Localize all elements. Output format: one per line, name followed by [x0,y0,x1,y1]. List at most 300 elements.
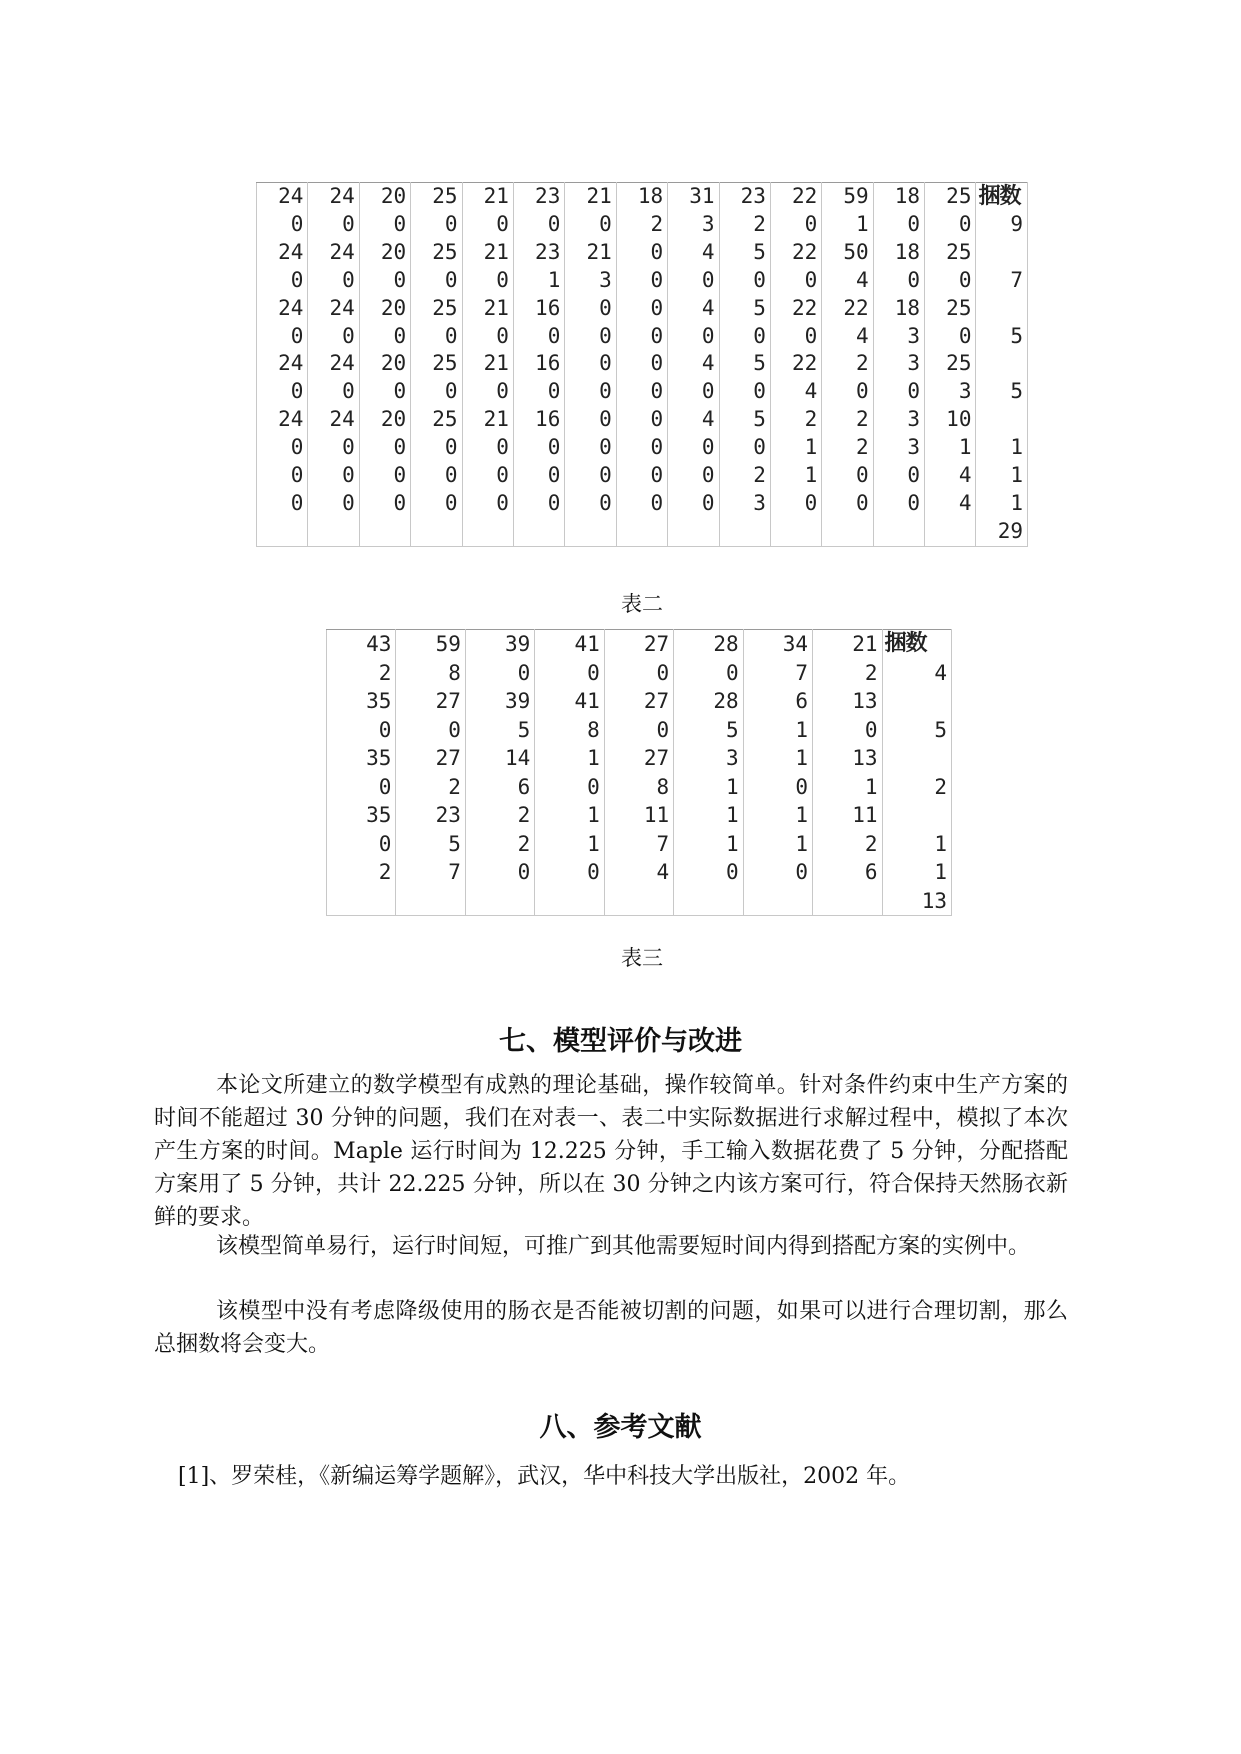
table-cell: 10 [925,406,976,434]
table-cell: 3 [873,323,924,351]
table-cell: 4 [822,267,873,295]
table-cell: 0 [411,434,462,462]
table-cell: 0 [822,490,873,518]
table-cell: 0 [604,716,673,745]
table-cell: 20 [359,239,410,267]
table-cell [976,239,1028,267]
table-cell [604,887,673,916]
table-cell: 25 [925,239,976,267]
table-cell: 0 [411,378,462,406]
table-cell: 0 [668,434,719,462]
table-cell: 9 [976,211,1028,239]
table-cell: 24 [308,239,359,267]
table-cell: 20 [359,295,410,323]
table-cell: 5 [465,716,534,745]
table-cell: 0 [743,858,812,887]
table-cell: 16 [513,350,564,378]
table-cell: 1 [813,773,882,802]
table-cell: 0 [465,858,534,887]
table-cell: 0 [308,211,359,239]
table-cell: 59 [396,630,465,659]
table-cell: 2 [813,659,882,688]
table-cell: 5 [976,323,1028,351]
table-row [257,518,1028,546]
table-cell: 0 [674,858,743,887]
table-3-caption: 表三 [621,946,663,970]
table-cell: 0 [411,211,462,239]
table-cell: 27 [604,687,673,716]
table-cell: 0 [616,434,667,462]
table-cell: 1 [976,490,1028,518]
table-cell: 1 [976,462,1028,490]
table-cell: 0 [411,323,462,351]
table-cell: 0 [359,462,410,490]
table-cell: 0 [257,323,308,351]
table-row [257,267,1028,295]
table-cell: 4 [925,490,976,518]
table-3 [326,629,952,916]
table-cell [535,887,604,916]
table-cell [565,518,616,546]
table-cell: 21 [462,406,513,434]
table-cell: 0 [359,211,410,239]
table-cell: 1 [674,830,743,859]
table-cell: 0 [513,323,564,351]
table-cell: 0 [719,323,770,351]
table-cell: 0 [668,462,719,490]
table-cell: 41 [535,630,604,659]
table-cell: 25 [925,350,976,378]
table-cell: 7 [396,858,465,887]
table-cell [813,887,882,916]
table-cell: 4 [668,239,719,267]
table-cell: 0 [668,490,719,518]
table-cell: 27 [604,630,673,659]
table-cell [882,801,952,830]
table-cell: 1 [976,434,1028,462]
table-cell: 5 [976,378,1028,406]
table-cell: 5 [719,350,770,378]
table-row [257,406,1028,434]
table-row [327,659,952,688]
table-cell: 0 [465,659,534,688]
table-cell: 0 [925,323,976,351]
table-cell [257,518,308,546]
table-cell: 22 [770,183,821,211]
table-cell: 4 [822,323,873,351]
section-7-paragraph: 本论文所建立的数学模型有成熟的理论基础，操作较简单。针对条件约束中生产方案的时间不能超过 30 分钟的问题，我们在对表一、表二中实际数据进行求解过程中，模拟了本次产生方案的时间。Maple 运行时间为 12.225 分钟，手工输入数据花费了 5 分钟，分配搭配方案用了 5 分钟，共计 22.225 分钟，所以在 30 分钟之内该方案可行，符合保持天然肠衣新鲜的要求。 [154,1073,1068,1230]
table-cell: 24 [257,406,308,434]
table-cell: 1 [743,830,812,859]
reference-item: [1]、罗荣桂，《新编运筹学题解》，武汉，华中科技大学出版社，2002 年。 [178,1464,911,1489]
table-cell: 0 [873,462,924,490]
table-cell: 27 [396,687,465,716]
table-cell: 25 [411,239,462,267]
table-cell: 5 [719,295,770,323]
table-cell: 1 [535,744,604,773]
table-cell: 8 [535,716,604,745]
table-cell: 31 [668,183,719,211]
table-cell: 0 [719,378,770,406]
table-cell: 3 [565,267,616,295]
table-cell: 3 [873,406,924,434]
table-cell: 0 [873,378,924,406]
table-cell: 2 [465,801,534,830]
table-row [257,378,1028,406]
table-cell: 0 [604,659,673,688]
table-cell: 14 [465,744,534,773]
table-cell [616,518,667,546]
table-cell: 27 [604,744,673,773]
table-cell [976,350,1028,378]
table-cell: 0 [813,716,882,745]
table-row [257,183,1028,211]
table-cell: 2 [770,406,821,434]
table-cell: 0 [308,462,359,490]
table-cell [882,744,952,773]
table-cell: 24 [308,295,359,323]
table-cell [873,518,924,546]
table-cell [743,887,812,916]
table-cell: 0 [822,378,873,406]
table-row [257,350,1028,378]
table-cell: 0 [359,490,410,518]
table-cell: 0 [308,323,359,351]
table-cell: 21 [565,239,616,267]
table-cell: 0 [565,350,616,378]
table-cell: 0 [308,267,359,295]
table-row [327,630,952,659]
table-cell: 39 [465,630,534,659]
table-cell: 6 [743,687,812,716]
table-cell: 0 [396,716,465,745]
table-cell [668,518,719,546]
table-cell: 0 [359,323,410,351]
table-cell: 7 [743,659,812,688]
table-cell: 4 [668,406,719,434]
table-cell: 16 [513,295,564,323]
table-cell: 0 [359,434,410,462]
table-cell: 1 [674,773,743,802]
table-cell: 22 [822,295,873,323]
table-cell: 35 [327,687,396,716]
table-cell: 5 [674,716,743,745]
table-cell: 1 [882,858,952,887]
table-cell: 20 [359,183,410,211]
table-cell: 11 [604,801,673,830]
table-cell: 0 [257,211,308,239]
table-cell: 0 [462,434,513,462]
table-cell: 0 [770,267,821,295]
section-8-title: 八、参考文献 [539,1412,702,1443]
table-cell: 0 [873,267,924,295]
table-cell: 13 [813,687,882,716]
table-cell: 6 [465,773,534,802]
table-cell: 39 [465,687,534,716]
table-cell: 23 [513,183,564,211]
table-cell: 2 [719,462,770,490]
table-cell: 34 [743,630,812,659]
table-cell: 25 [411,406,462,434]
table-cell: 21 [813,630,882,659]
table-cell: 3 [668,211,719,239]
table-cell: 20 [359,350,410,378]
table-cell: 21 [462,239,513,267]
table-cell [925,518,976,546]
table-cell: 22 [770,239,821,267]
table-cell: 0 [327,830,396,859]
table-row [257,239,1028,267]
table-cell: 0 [873,211,924,239]
table-cell: 18 [873,295,924,323]
table-cell: 23 [513,239,564,267]
table-cell: 29 [976,518,1028,546]
table-cell: 0 [719,267,770,295]
table-cell: 25 [925,295,976,323]
table-cell: 0 [668,378,719,406]
table-cell: 6 [813,858,882,887]
table-cell [882,687,952,716]
table-cell: 0 [565,211,616,239]
table-cell: 8 [396,659,465,688]
table-cell [822,518,873,546]
table-cell: 0 [565,462,616,490]
table-cell: 0 [359,378,410,406]
table-cell: 25 [925,183,976,211]
table-cell: 0 [327,716,396,745]
table-cell: 24 [257,183,308,211]
table-row [257,490,1028,518]
table-cell: 3 [873,434,924,462]
table-cell [719,518,770,546]
table-cell [396,887,465,916]
table-cell: 0 [257,378,308,406]
table-cell [770,518,821,546]
table-cell: 23 [396,801,465,830]
table-cell: 27 [396,744,465,773]
table-cell: 0 [770,211,821,239]
table-cell: 0 [513,378,564,406]
table-cell: 0 [925,267,976,295]
table-row [327,744,952,773]
table-cell: 0 [668,323,719,351]
table-cell [462,518,513,546]
table-cell: 0 [411,267,462,295]
table-cell: 0 [616,295,667,323]
table-cell: 3 [925,378,976,406]
table-cell: 4 [882,659,952,688]
table-cell: 0 [462,378,513,406]
table-2 [256,182,1028,547]
table-cell: 18 [873,183,924,211]
table-cell: 捆数 [976,183,1028,211]
table-cell: 0 [513,490,564,518]
table-cell: 0 [616,462,667,490]
table-cell: 1 [743,716,812,745]
table-2-caption: 表二 [621,592,663,616]
table-cell [359,518,410,546]
table-cell: 1 [535,830,604,859]
table-cell [411,518,462,546]
table-cell: 1 [925,434,976,462]
table-cell [308,518,359,546]
table-cell [327,887,396,916]
table-cell: 5 [882,716,952,745]
table-cell: 35 [327,801,396,830]
section-7-paragraph: 该模型简单易行，运行时间短，可推广到其他需要短时间内得到搭配方案的实例中。 [216,1234,1031,1259]
table-row [327,887,952,916]
table-cell: 0 [616,350,667,378]
table-cell: 3 [674,744,743,773]
table-cell: 13 [882,887,952,916]
table-cell: 21 [462,183,513,211]
table-cell: 0 [411,462,462,490]
table-row [257,211,1028,239]
table-cell: 0 [462,323,513,351]
table-cell: 4 [668,295,719,323]
table-cell: 0 [257,490,308,518]
table-cell: 0 [411,490,462,518]
table-cell: 24 [308,406,359,434]
table-cell: 7 [976,267,1028,295]
table-cell: 2 [465,830,534,859]
table-row [257,295,1028,323]
table-cell: 0 [616,323,667,351]
table-cell: 8 [604,773,673,802]
table-cell: 0 [513,211,564,239]
table-cell [465,887,534,916]
table-cell: 0 [462,211,513,239]
table-cell: 0 [565,406,616,434]
table-cell: 21 [462,350,513,378]
table-row [327,687,952,716]
table-cell [976,295,1028,323]
table-cell: 2 [822,406,873,434]
table-cell: 35 [327,744,396,773]
table-cell: 0 [925,211,976,239]
table-cell: 21 [565,183,616,211]
table-cell: 0 [668,267,719,295]
table-row [327,830,952,859]
section-7-title: 七、模型评价与改进 [499,1026,742,1057]
table-cell: 24 [257,350,308,378]
table-cell: 24 [308,183,359,211]
table-cell: 2 [813,830,882,859]
table-cell: 25 [411,350,462,378]
table-cell: 3 [719,490,770,518]
table-cell: 0 [327,773,396,802]
table-cell: 5 [719,406,770,434]
table-cell: 2 [822,434,873,462]
table-cell: 0 [616,490,667,518]
table-cell: 捆数 [882,630,952,659]
table-cell: 24 [257,239,308,267]
table-cell: 0 [616,239,667,267]
table-cell: 18 [873,239,924,267]
table-cell: 2 [396,773,465,802]
table-cell: 0 [719,434,770,462]
table-cell: 0 [616,378,667,406]
table-cell: 0 [308,378,359,406]
table-cell: 3 [873,350,924,378]
table-cell: 0 [308,434,359,462]
table-cell: 23 [719,183,770,211]
table-cell: 1 [513,267,564,295]
table-cell: 22 [770,350,821,378]
table-cell: 1 [674,801,743,830]
table-cell: 5 [396,830,465,859]
table-row [327,858,952,887]
table-cell: 1 [882,830,952,859]
table-cell: 0 [513,462,564,490]
table-cell: 0 [565,295,616,323]
table-row [257,462,1028,490]
table-row [327,716,952,745]
table-cell: 0 [822,462,873,490]
table-cell: 0 [565,490,616,518]
table-cell: 0 [535,659,604,688]
table-cell: 18 [616,183,667,211]
table-cell: 1 [535,801,604,830]
table-cell: 28 [674,630,743,659]
table-cell: 22 [770,295,821,323]
table-cell: 28 [674,687,743,716]
table-cell: 0 [674,659,743,688]
table-row [257,323,1028,351]
table-cell: 43 [327,630,396,659]
table-cell: 0 [743,773,812,802]
table-cell: 0 [257,434,308,462]
table-cell: 0 [462,267,513,295]
table-row [327,773,952,802]
table-cell: 0 [308,490,359,518]
table-cell: 0 [616,406,667,434]
table-cell [976,406,1028,434]
table-cell: 0 [359,267,410,295]
table-cell: 59 [822,183,873,211]
table-cell: 24 [257,295,308,323]
table-cell: 25 [411,295,462,323]
table-cell: 13 [813,744,882,773]
table-cell: 4 [925,462,976,490]
table-cell: 0 [535,773,604,802]
table-cell: 0 [770,323,821,351]
table-cell: 2 [882,773,952,802]
table-cell: 2 [822,350,873,378]
table-cell: 2 [327,858,396,887]
table-cell: 16 [513,406,564,434]
table-cell: 0 [257,267,308,295]
table-cell: 4 [668,350,719,378]
table-cell: 0 [873,490,924,518]
table-cell: 0 [462,490,513,518]
table-row [327,801,952,830]
table-cell: 1 [743,801,812,830]
table-cell: 41 [535,687,604,716]
table-cell: 0 [535,858,604,887]
table-cell: 1 [770,462,821,490]
table-cell: 0 [565,378,616,406]
table-cell [674,887,743,916]
table-cell: 1 [770,434,821,462]
table-cell: 25 [411,183,462,211]
table-row [257,434,1028,462]
table-cell: 5 [719,239,770,267]
table-cell: 4 [604,858,673,887]
section-7-paragraph: 该模型中没有考虑降级使用的肠衣是否能被切割的问题，如果可以进行合理切割，那么总捆数将会变大。 [154,1299,1068,1357]
table-cell: 0 [565,323,616,351]
table-cell: 1 [822,211,873,239]
